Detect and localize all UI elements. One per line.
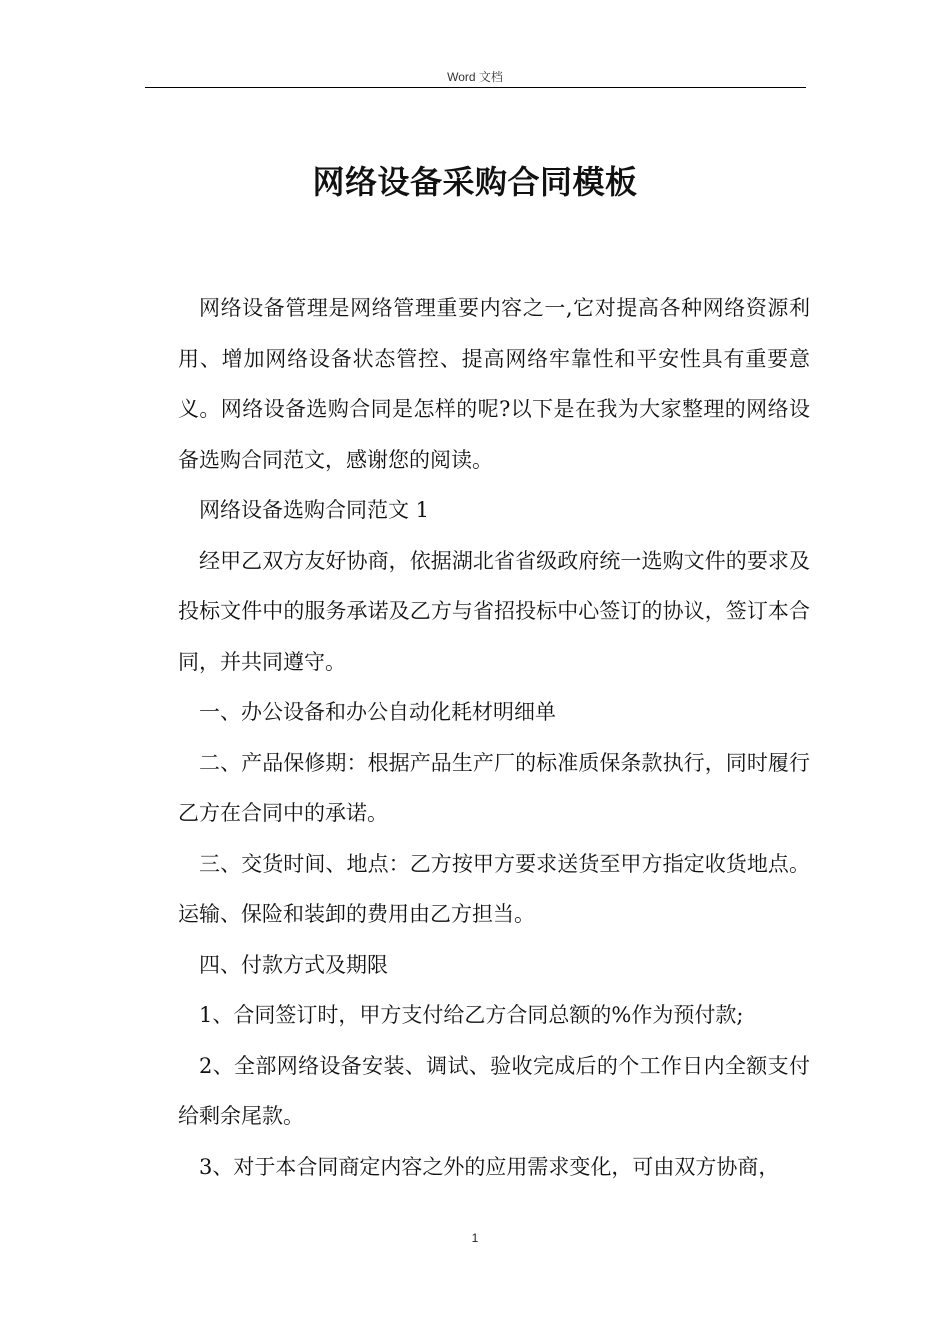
clause-4: 四、付款方式及期限 xyxy=(199,952,388,977)
document-title: 网络设备采购合同模板 xyxy=(312,163,638,201)
clause-3: 三、交货时间、地点：乙方按甲方要求送货至甲方指定收货地点。运输、保险和装卸的费用由乙方担当。 xyxy=(178,851,810,926)
document-body xyxy=(178,283,810,1192)
section-heading-sample-1: 网络设备选购合同范文 1 xyxy=(199,498,430,522)
preamble-paragraph: 经甲乙双方友好协商，依据湖北省省级政府统一选购文件的要求及投标文件中的服务承诺及乙方与省招投标中心签订的协议，签订本合同，并共同遵守。 xyxy=(178,548,810,674)
intro-paragraph: 网络设备管理是网络管理重要内容之一,它对提高各种网络资源利用、增加网络设备状态管控、提高网络牢靠性和平安性具有重要意义。网络设备选购合同是怎样的呢?以下是在我为大家整理的网络设备选购合同范文，感谢您的阅读。 xyxy=(178,296,810,472)
clause-4-item-1: 1、合同签订时，甲方支付给乙方合同总额的%作为预付款; xyxy=(199,1003,744,1027)
page-header: Word 文档 xyxy=(447,70,503,84)
clause-1: 一、办公设备和办公自动化耗材明细单 xyxy=(199,700,556,724)
clause-2: 二、产品保修期：根据产品生产厂的标准质保条款执行，同时履行乙方在合同中的承诺。 xyxy=(178,750,810,825)
clause-4-item-2: 2、全部网络设备安装、调试、验收完成后的个工作日内全额支付给剩余尾款。 xyxy=(178,1053,810,1128)
header-divider xyxy=(145,87,806,88)
clause-4-item-3: 3、对于本合同商定内容之外的应用需求变化，可由双方协商， xyxy=(199,1154,780,1179)
page-number: 1 xyxy=(471,1231,479,1245)
